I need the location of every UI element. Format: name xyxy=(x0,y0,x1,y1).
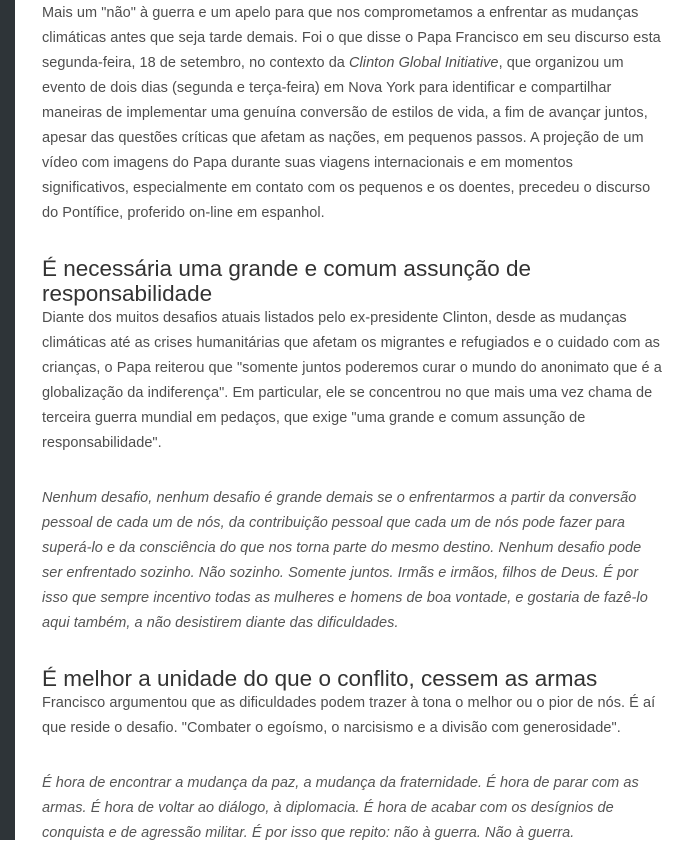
pope-quote-no-challenge: Nenhum desafio, nenhum desafio é grande demais se o enfrentarmos a partir da conversão pessoal de cada um de nós, da contribuição pessoal que cada um de nós pode fazer para superá-lo e da consciência do que nos torna parte do mesmo destino. Nenhum desafio pode ser enfrentado sozinho. Não sozinho. Somente juntos. Irmãs e irmãos, filhos de Deus. É por isso que sempre incentivo todas as mulheres e homens de boa vontade, e gostaria de fazê-lo aqui também, a não desistirem diante das dificuldades. xyxy=(42,490,648,631)
section-responsibility-paragraph: Diante dos muitos desafios atuais listados pelo ex-presidente Clinton, desde as mudanças climáticas até as crises humanitárias que afetam os migrantes e refugiados e o cuidado com as crianças, o Papa reiterou que "somente juntos poderemos curar o mundo do anonimato que é a globalização da indiferença". Em particular, ele se concentrou no que mais uma vez chama de terceira guerra mundial em pedaços, que exige "uma grande e comum assunção de responsabilidade". xyxy=(42,310,662,451)
left-side-rail xyxy=(0,0,15,840)
section-heading-responsibility: É necessária uma grande e comum assunção de responsabilidade xyxy=(42,256,532,306)
intro-text-end: , que organizou um evento de dois dias (segunda e terça-feira) em Nova York para identificar e compartilhar maneiras de implementar uma genuína conversão de estilos de vida, a fim de avançar juntos, apesar das questões críticas que afetam as nações, em pequenos passos. A projeção de um vídeo com imagens do Papa durante suas viagens internacionais e em momentos significativos, especialmente em contato com os pequenos e os doentes, precedeu o discurso do Pontífice, proferido on-line em espanhol. xyxy=(42,55,651,221)
intro-text-start: Mais um "não" à guerra e um apelo para que nos comprometamos a enfrentar as mudanças climáticas antes que seja tarde demais. Foi o que disse o Papa Francisco em seu discurso esta segunda-feira, 18 de setembro, no contexto da xyxy=(42,5,661,71)
clinton-global-initiative-emphasis: Clinton Global Initiative xyxy=(349,55,499,71)
section-unity-paragraph: Francisco argumentou que as dificuldades podem trazer à tona o melhor ou o pior de nós. É aí que reside o desafio. "Combater o egoísmo, o narcisismo e a divisão com generosidade". xyxy=(42,695,656,736)
intro-paragraph xyxy=(42,1,662,226)
article-body xyxy=(42,1,662,846)
section-heading-unity: É melhor a unidade do que o conflito, cessem as armas xyxy=(42,666,598,691)
pope-quote-time-for-peace: É hora de encontrar a mudança da paz, a mudança da fraternidade. É hora de parar com as armas. É hora de voltar ao diálogo, à diplomacia. É hora de acabar com os desígnios de conquista e de agressão militar. É por isso que repito: não à guerra. Não à guerra. xyxy=(42,775,639,841)
